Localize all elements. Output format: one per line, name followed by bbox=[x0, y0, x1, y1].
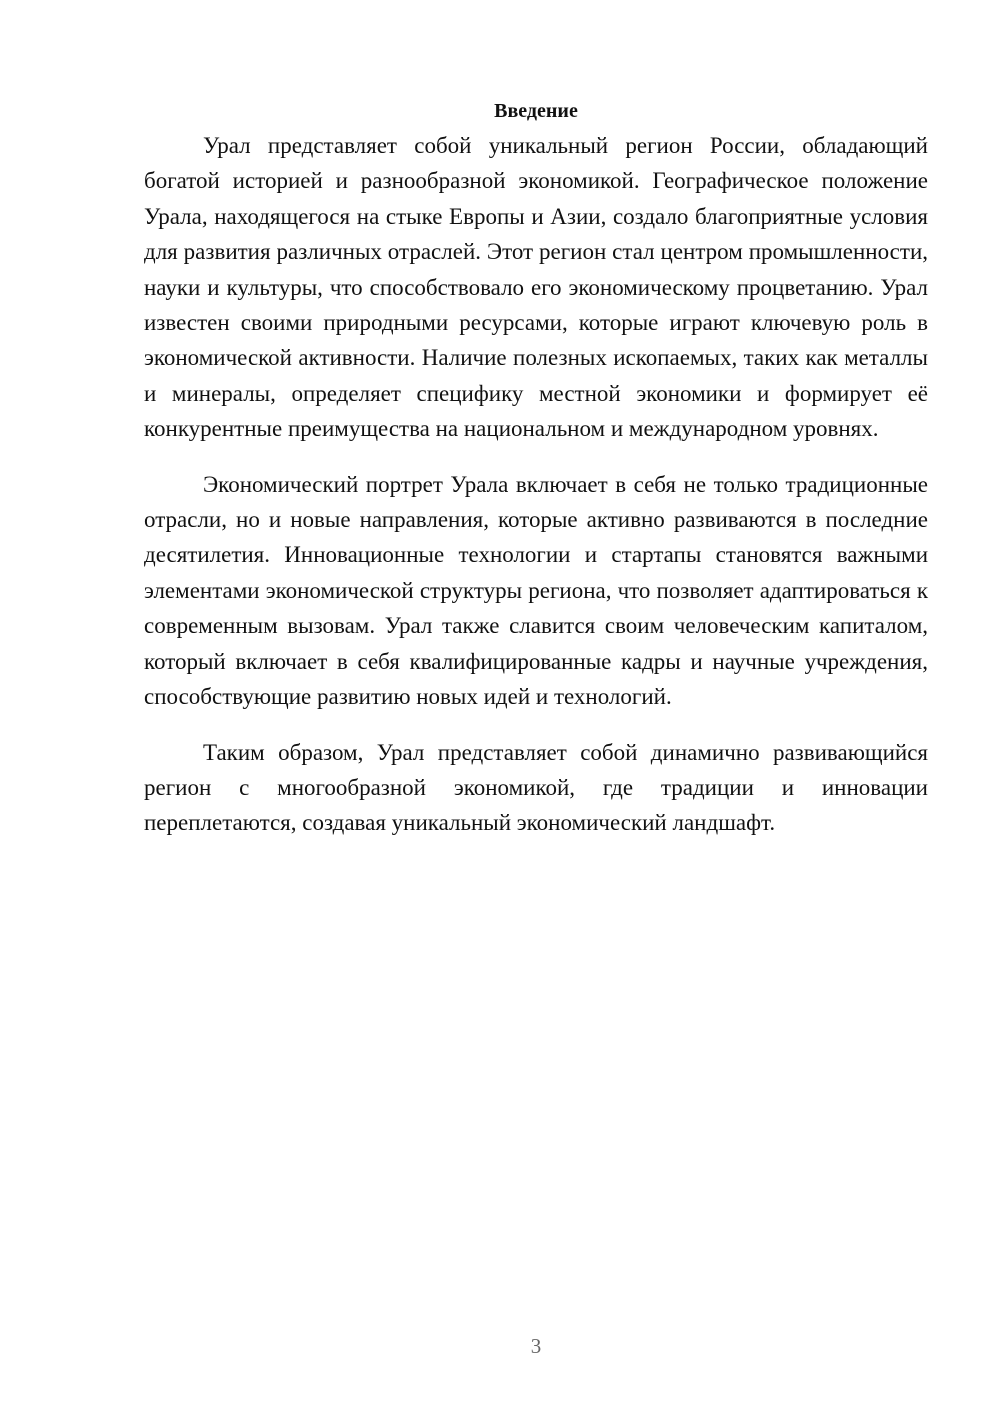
page-content bbox=[144, 96, 928, 861]
section-title: Введение bbox=[494, 100, 578, 122]
page-number: 3 bbox=[530, 1334, 542, 1358]
paragraph-conclusion: Таким образом, Урал представляет собой динамично развивающийся регион с многообразной экономикой, где традиции и инновации переплетаются, создавая уникальный экономический ландшафт. bbox=[144, 739, 928, 836]
paragraph-economic-portrait: Экономический портрет Урала включает в себя не только традиционные отрасли, но и новые направления, которые активно развиваются в последние десятилетия. Инновационные технологии и стартапы становятся важными элементами экономической структуры региона, что позволяет адаптироваться к современным вызовам. Урал также славится своим человеческим капиталом, который включает в себя квалифицированные кадры и научные учреждения, способствующие развитию новых идей и технологий. bbox=[144, 471, 928, 710]
paragraph-intro: Урал представляет собой уникальный регион России, обладающий богатой историей и разнообразной экономикой. Географическое положение Урала, находящегося на стыке Европы и Азии, создало благоприятные условия для развития различных отраслей. Этот регион стал центром промышленности, науки и культуры, что способствовало его экономическому процветанию. Урал известен своими природными ресурсами, которые играют ключевую роль в экономической активности. Наличие полезных ископаемых, таких как металлы и минералы, определяет специфику местной экономики и формирует её конкурентные преимущества на национальном и международном уровнях. bbox=[144, 133, 928, 442]
